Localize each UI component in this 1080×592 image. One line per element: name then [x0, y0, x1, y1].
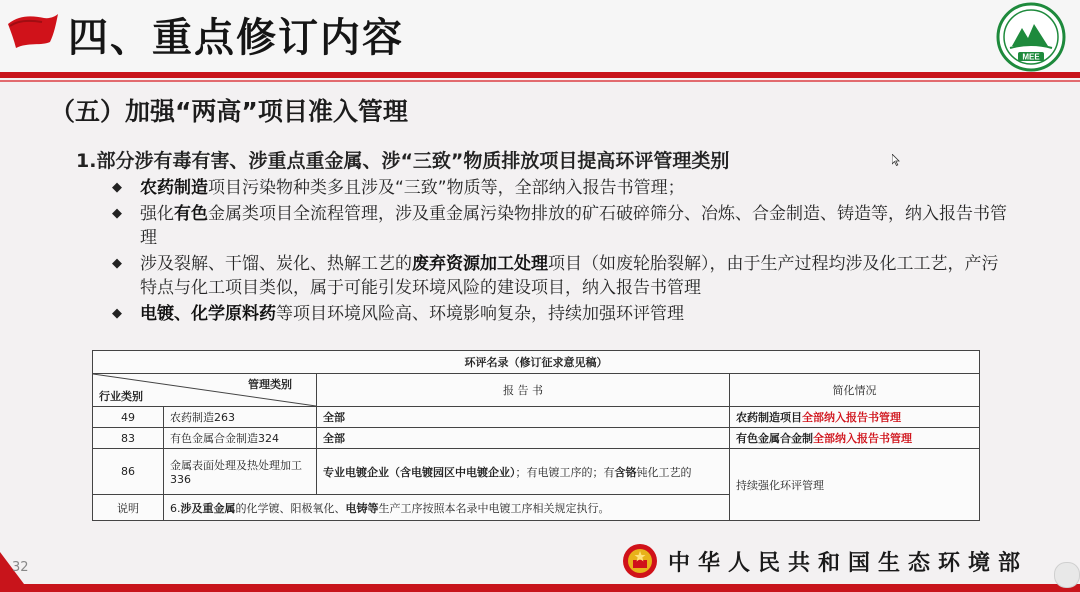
ministry-name: 中华人民共和国生态环境部 [668, 551, 1029, 576]
table-row [93, 449, 980, 495]
header-divider-thin [0, 80, 1080, 82]
row-simplified: 农药制造项目全部纳入报告书管理 [730, 407, 980, 428]
row-simplified: 持续强化环评管理 [730, 449, 980, 521]
header-divider [0, 72, 1080, 78]
red-flag-icon [4, 10, 60, 54]
note-label: 说明 [93, 495, 164, 521]
subheading: 1.部分涉有毒有害、涉重点重金属、涉“三致”物质排放项目提高环评管理类别 [76, 150, 730, 172]
slide-header [0, 0, 1080, 78]
page-number: 32 [12, 560, 29, 575]
table-row [93, 407, 980, 428]
row-industry: 有色金属合金制造324 [164, 428, 317, 449]
row-number: 49 [93, 407, 164, 428]
mouse-cursor-icon [892, 154, 900, 166]
corner-top-label: 管理类别 [248, 378, 292, 391]
mee-logo-icon [996, 2, 1066, 72]
row-report: 全部 [317, 407, 730, 428]
national-emblem-icon [622, 543, 658, 579]
table-corner-header [93, 374, 317, 407]
row-simplified: 有色金属合金制全部纳入报告书管理 [730, 428, 980, 449]
bullet-item: ◆ 电镀、化学原料药等项目环境风险高、环境影响复杂，持续加强环评管理 [112, 302, 1012, 326]
note-text: 6.涉及重金属的化学镀、阳极氧化、电铸等生产工序按照本名录中电镀工序相关规定执行。 [164, 495, 730, 521]
column-header-report: 报 告 书 [317, 374, 730, 407]
table-row [93, 428, 980, 449]
bullet-item: ◆ 农药制造项目污染物种类多且涉及“三致”物质等，全部纳入报告书管理； [112, 176, 1012, 200]
mee-logo-text: MEE [1022, 52, 1040, 62]
row-report: 全部 [317, 428, 730, 449]
column-header-simplified: 简化情况 [730, 374, 980, 407]
footer-bar [0, 584, 1080, 592]
section-title: （五）加强“两高”项目准入管理 [50, 97, 408, 126]
row-industry: 农药制造263 [164, 407, 317, 428]
overlay-corner-button[interactable] [1054, 562, 1080, 588]
row-report: 专业电镀企业（含电镀园区中电镀企业）；有电镀工序的；有含铬钝化工艺的 [317, 449, 730, 495]
row-number: 83 [93, 428, 164, 449]
row-industry: 金属表面处理及热处理加工336 [164, 449, 317, 495]
corner-bottom-label: 行业类别 [99, 390, 143, 403]
bullet-list [112, 176, 1012, 328]
bullet-item: ◆ 涉及裂解、干馏、炭化、热解工艺的废弃资源加工处理项目（如废轮胎裂解），由于生产过程均涉及化工工艺，产污特点与化工项目类似，属于可能引发环境风险的建设项目，纳入报告书管理 [112, 252, 1012, 300]
row-number: 86 [93, 449, 164, 495]
slide-title: 四、重点修订内容 [68, 15, 404, 61]
table-caption: 环评名录（修订征求意见稿） [93, 351, 980, 374]
bullet-item: ◆ 强化有色金属类项目全流程管理，涉及重金属污染物排放的矿石破碎筛分、冶炼、合金制造、铸造等，纳入报告书管理 [112, 202, 1012, 250]
eia-catalog-table [92, 350, 980, 521]
